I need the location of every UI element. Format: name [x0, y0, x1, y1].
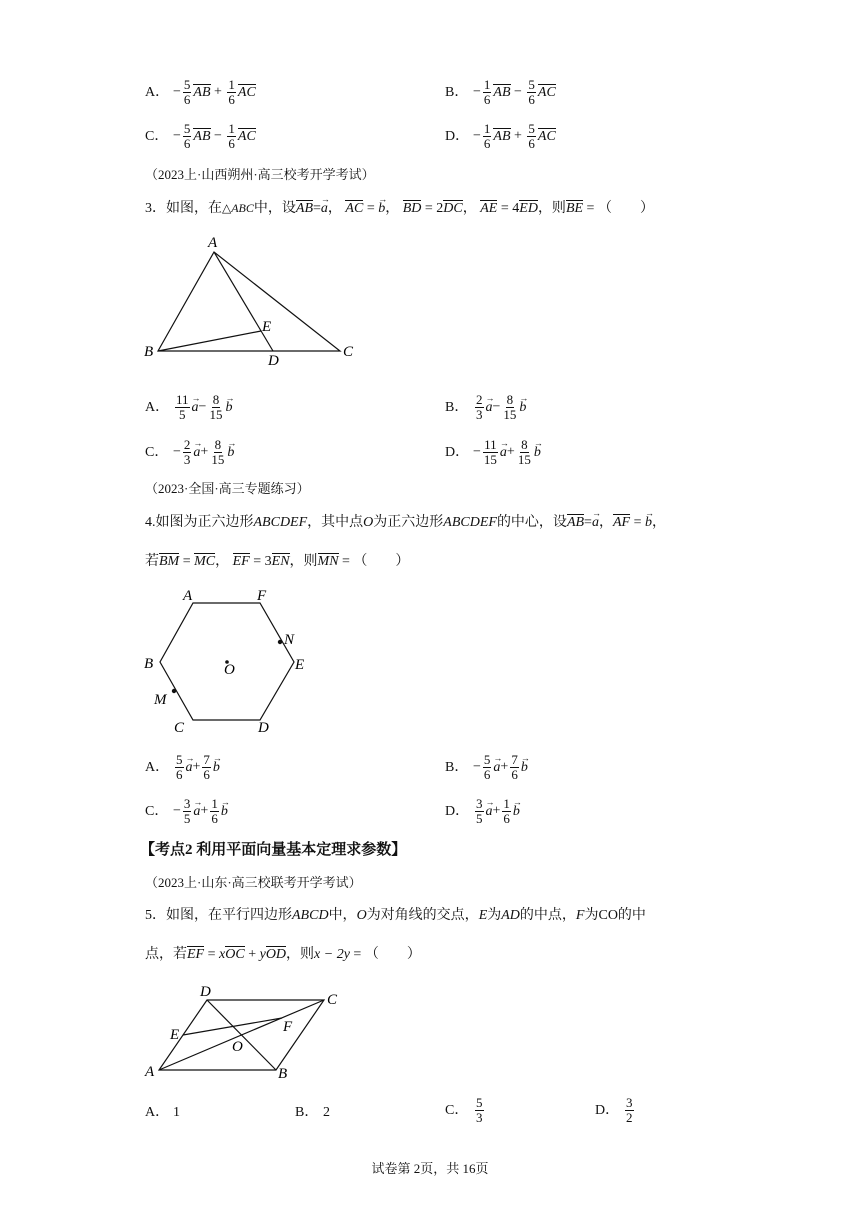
label-c: C [343, 344, 354, 360]
q3-option-d[interactable]: D． − $\frac{11}{15}$ → a+ $\frac{8}{15}$ → b [445, 438, 541, 467]
segment-ef [183, 1018, 282, 1035]
point-n [278, 640, 282, 644]
q5-stem-line1: 5．如图，在平行四边形ABCD中，O为对角线的交点，E为AD的中点，F为CO的中 [145, 908, 646, 923]
section-heading: 【考点2 利用平面向量基本定理求参数】 [140, 842, 407, 858]
q3-triangle-figure [140, 232, 370, 367]
q4-hexagon-figure [140, 582, 320, 740]
segment-be [158, 331, 261, 351]
q4-option-d[interactable]: D． $\frac{3}{5}$ → a+ $\frac{1}{6}$ → b [445, 797, 520, 826]
label-m: M [154, 692, 167, 708]
q4-source: （2023·全国·高三专题练习） [145, 481, 310, 496]
label-b: B [278, 1066, 288, 1082]
label-e: E [170, 1027, 180, 1043]
segment-ad [214, 252, 273, 351]
label-d: D [200, 984, 211, 1000]
label-c: C [174, 720, 185, 736]
label-e: E [262, 319, 272, 335]
label-d: D [268, 353, 279, 367]
triangle-abc [158, 252, 340, 351]
q4-option-a[interactable]: A． $\frac{5}{6}$ → a+ $\frac{7}{6}$ → b [145, 753, 220, 782]
q3-stem: 3．如图，在△ABC中，设AB=→ a， AC = → b， BD = 2DC， AE = 4ED，则BE = （ ） [145, 199, 654, 218]
q5-option-a[interactable]: A． 1 [145, 1105, 180, 1120]
point-m [172, 689, 176, 693]
label-o: O [232, 1039, 243, 1055]
q5-parallelogram-figure [140, 980, 355, 1085]
label-d: D [258, 720, 269, 736]
q4-option-b[interactable]: B． − $\frac{5}{6}$ → a+ $\frac{7}{6}$ → b [445, 753, 528, 782]
label-a: A [145, 1064, 155, 1080]
label-f: F [257, 588, 267, 604]
q2-option-b[interactable]: B． − $\frac{1}{6}$ AB − $\frac{5}{6}$ AC [445, 77, 556, 107]
q2-option-a[interactable]: A． − $\frac{5}{6}$ AB + $\frac{1}{6}$ AC [145, 77, 256, 107]
q4-stem-line1: 4.如图为正六边形ABCDEF，其中点O为正六边形ABCDEF的中心，设AB=→ a，AF = → b， [145, 514, 666, 532]
label-o: O [224, 662, 235, 678]
label-f: F [283, 1019, 293, 1035]
label-c: C [327, 992, 338, 1008]
q3-option-b[interactable]: B． $\frac{2}{3}$ → a− $\frac{8}{15}$ → b [445, 393, 526, 422]
q5-option-b[interactable]: B． 2 [295, 1105, 330, 1120]
q3-source: （2023上·山西朔州·高三校考开学考试） [145, 167, 375, 182]
label-b: B [144, 344, 154, 360]
q5-option-d[interactable]: D． $\frac{3}{2}$ [595, 1095, 633, 1125]
q3-option-a[interactable]: A． $\frac{11}{5}$ → a− $\frac{8}{15}$ → b [145, 393, 232, 422]
q5-source: （2023上·山东·高三校联考开学考试） [145, 875, 362, 890]
q2-option-d[interactable]: D． − $\frac{1}{6}$ AB + $\frac{5}{6}$ AC [445, 121, 556, 151]
q4-option-c[interactable]: C． − $\frac{3}{5}$ → a+ $\frac{1}{6}$ → b [145, 797, 228, 826]
q5-option-c[interactable]: C． $\frac{5}{3}$ [445, 1095, 483, 1125]
q5-stem-line2: 点，若EF = xOC + yOD，则x − 2y = （ ） [145, 947, 421, 962]
page-footer: 试卷第 2页，共 16页 [371, 1161, 489, 1176]
q4-stem-line2: 若BM = MC， EF = 3EN，则MN = （ ） [145, 554, 410, 569]
label-a: A [183, 588, 193, 604]
q2-option-c[interactable]: C． − $\frac{5}{6}$ AB − $\frac{1}{6}$ AC [145, 121, 256, 151]
q3-option-c[interactable]: C． − $\frac{2}{3}$ → a+ $\frac{8}{15}$ → b [145, 438, 234, 467]
label-b: B [144, 656, 154, 672]
label-e: E [295, 657, 305, 673]
label-a: A [208, 235, 218, 251]
label-n: N [284, 632, 295, 648]
diagonal-bd [207, 1000, 276, 1070]
